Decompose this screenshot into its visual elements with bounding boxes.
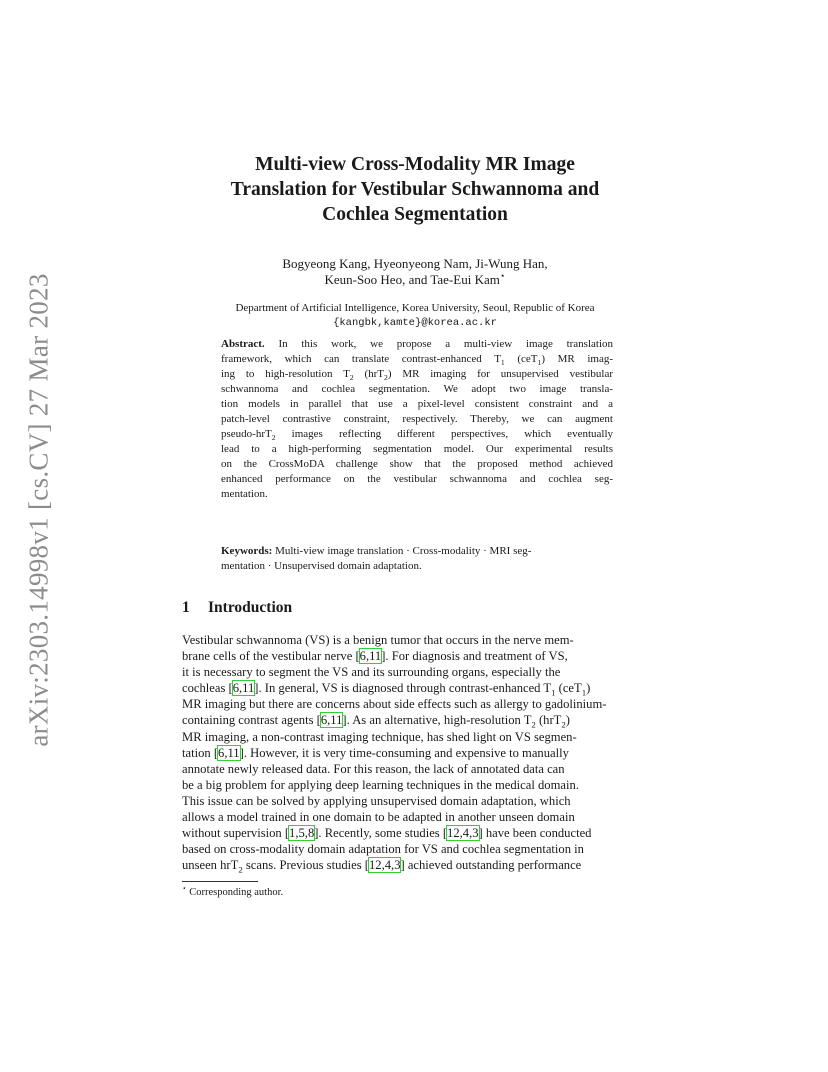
abstract-line: ing to high-resolution $T_2$ (hrT$_2$) MR imaging for unsupervised vestibular bbox=[221, 368, 613, 383]
email-line[interactable]: {kangbk,kamte}@korea.ac.kr bbox=[333, 317, 497, 329]
section-heading bbox=[182, 599, 292, 617]
body-line: tation [6,11]. However, it is very time-consuming and expensive to manually bbox=[182, 745, 569, 760]
citation-link[interactable]: 6,11 bbox=[218, 745, 240, 760]
title-line: Cochlea Segmentation bbox=[322, 204, 508, 225]
authors-line: Keun-Soo Heo, and Tae-Eui Kam⋆ bbox=[324, 270, 506, 287]
citation-link[interactable]: 6,11 bbox=[232, 681, 255, 696]
body-line: MR imaging but there are concerns about side effects such as allergy to gadolinium- bbox=[182, 697, 607, 712]
footnote-text: Corresponding author. bbox=[189, 887, 284, 898]
arxiv-identifier-stamp bbox=[18, 273, 60, 747]
paper-title bbox=[150, 152, 680, 227]
abstract-line: schwannoma and cochlea segmentation. We adopt two image transla- bbox=[221, 383, 613, 395]
body-line: cochleas [6,11]. In general, VS is diagnosed through contrast-enhanced $T_1$ (ceT$_1$) bbox=[182, 681, 591, 698]
body-line: This issue can be solved by applying unsupervised domain adaptation, which bbox=[182, 793, 571, 808]
author-list bbox=[180, 256, 650, 288]
abstract-line: pseudo-hrT$_2$ images reflecting different perspectives, which eventually bbox=[221, 428, 613, 443]
authors-line: Bogyeong Kang, Hyeonyeong Nam, Ji-Wung Han, bbox=[282, 256, 548, 271]
keywords-label: Keywords: bbox=[221, 545, 273, 557]
corresponding-star: ⋆ bbox=[499, 270, 506, 281]
abstract-line: mentation. bbox=[221, 488, 268, 500]
body-line: it is necessary to segment the VS and its surrounding organs, especially the bbox=[182, 665, 561, 680]
citation-link[interactable]: 1,5,8 bbox=[289, 826, 315, 841]
title-line: Multi-view Cross-Modality MR Image bbox=[255, 154, 575, 175]
body-line: allows a model trained in one domain to be adapted in another unseen domain bbox=[182, 810, 575, 825]
body-line: containing contrast agents [6,11]. As an alternative, high-resolution $T_2$ (hrT$_2$) bbox=[182, 713, 570, 730]
abstract-line: tion models in parallel that use a pixel-level consistent constraint and a bbox=[221, 398, 613, 410]
body-line: based on cross-modality domain adaptation for VS and cochlea segmentation in bbox=[182, 842, 584, 857]
abstract-line: framework, which can translate contrast-enhanced $T_1$ (ceT$_1$) MR imag- bbox=[221, 353, 613, 368]
citation-link[interactable]: 6,11 bbox=[359, 649, 382, 664]
keywords-line: mentation · Unsupervised domain adaptation. bbox=[221, 560, 422, 572]
affiliation-line: Department of Artificial Intelligence, Korea University, Seoul, Republic of Korea bbox=[235, 302, 595, 314]
keywords bbox=[221, 544, 613, 574]
body-line: be a big problem for applying deep learning techniques in the medical domain. bbox=[182, 777, 579, 792]
body-line: annotate newly released data. For this reason, the lack of annotated data can bbox=[182, 761, 565, 776]
citation-link[interactable]: 6,11 bbox=[320, 713, 343, 728]
footnote-marker: ⋆ bbox=[182, 883, 187, 893]
title-line: Translation for Vestibular Schwannoma and bbox=[230, 179, 600, 200]
abstract-line: Abstract. In this work, we propose a multi-view image translation bbox=[221, 338, 614, 350]
citation-link[interactable]: 12,4,3 bbox=[369, 858, 401, 873]
body-line: Vestibular schwannoma (VS) is a benign tumor that occurs in the nerve mem- bbox=[182, 633, 574, 647]
section-title: Introduction bbox=[208, 599, 293, 616]
footnote bbox=[182, 883, 284, 900]
arxiv-id-text: arXiv:2303.14998v1 [cs.CV] 27 Mar 2023 bbox=[23, 273, 54, 747]
body-line: MR imaging, a non-contrast imaging technique, has shed light on VS segmen- bbox=[182, 729, 577, 744]
abstract-line: lead to a high-performing segmentation model. Our experimental results bbox=[221, 443, 613, 455]
keywords-line: Keywords: Multi-view image translation · Cross-modality · MRI seg- bbox=[221, 545, 532, 557]
body-line: without supervision [1,5,8]. Recently, some studies [12,4,3] have been conducted bbox=[182, 826, 592, 841]
section-number: 1 bbox=[182, 599, 190, 616]
body-text bbox=[182, 632, 652, 873]
abstract-label: Abstract. bbox=[221, 338, 265, 350]
abstract-line: patch-level contrastive constraint, respectively. Thereby, we can augment bbox=[221, 413, 613, 425]
body-line: unseen hrT$_2$ scans. Previous studies [12,4,3] achieved outstanding performance bbox=[182, 858, 582, 875]
abstract-line: on the CrossMoDA challenge show that the proposed method achieved bbox=[221, 458, 613, 470]
affiliation bbox=[150, 301, 680, 331]
body-line: brane cells of the vestibular nerve [6,11]. For diagnosis and treatment of VS, bbox=[182, 649, 568, 664]
footnote-rule bbox=[182, 881, 258, 882]
citation-link[interactable]: 12,4,3 bbox=[447, 826, 479, 841]
abstract-line: enhanced performance on the vestibular schwannoma and cochlea seg- bbox=[221, 473, 613, 485]
abstract bbox=[221, 337, 613, 502]
